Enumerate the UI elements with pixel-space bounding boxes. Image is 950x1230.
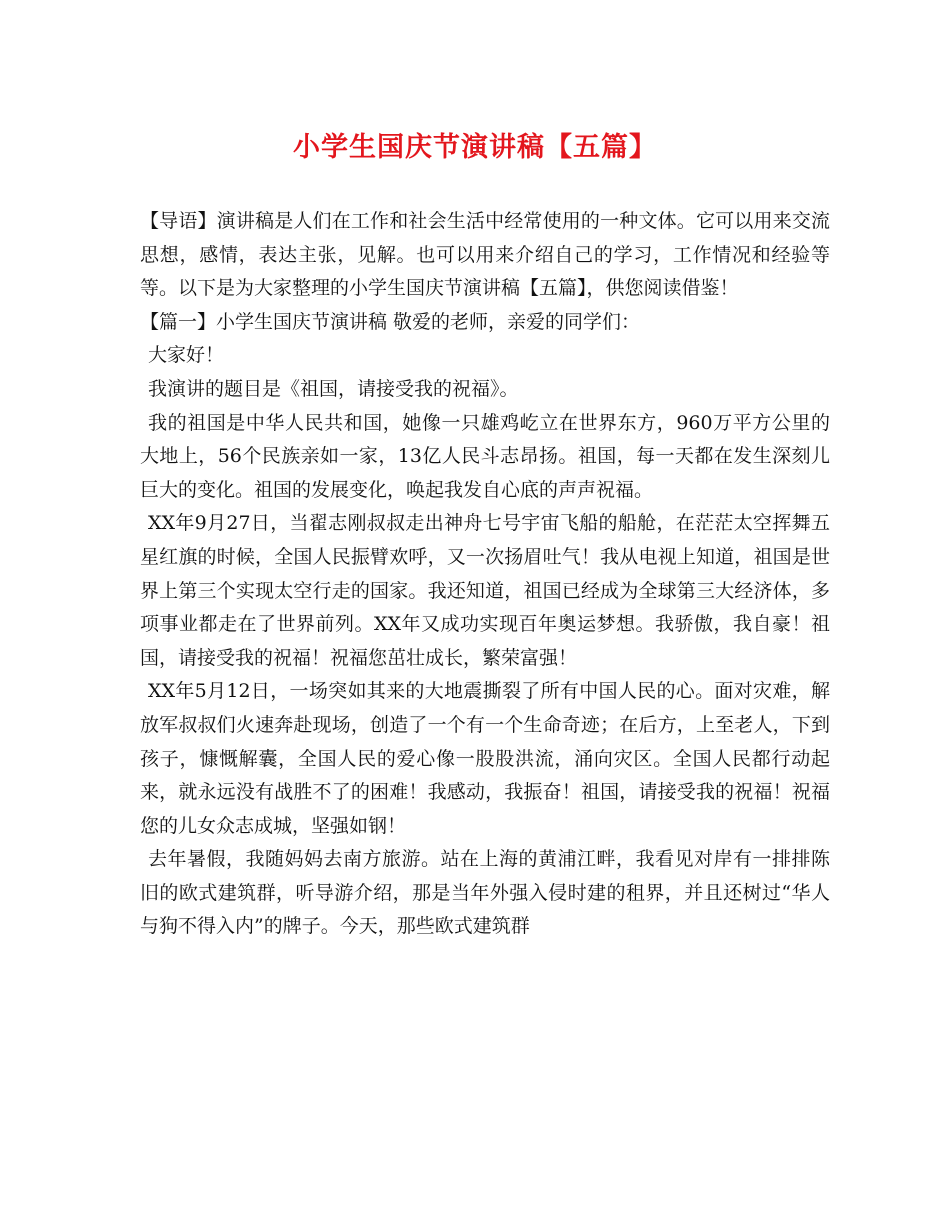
body-paragraph: 我的祖国是中华人民共和国，她像一只雄鸡屹立在世界东方，960万平方公里的大地上，56个民族亲如一家，13亿人民斗志昂扬。祖国，每一天都在发生深刻儿巨大的变化。祖国的发展变化，唤起我发自心底的声声祝福。 <box>140 411 830 501</box>
greeting-paragraph: 大家好！ <box>148 344 225 367</box>
document-body <box>140 205 830 944</box>
document-title: 小学生国庆节演讲稿【五篇】 <box>293 132 657 163</box>
body-paragraph: XX年5月12日，一场突如其来的大地震撕裂了所有中国人民的心。面对灾难，解放军叔叔们火速奔赴现场，创造了一个有一个生命奇迹；在后方，上至老人，下到孩子，慷慨解囊，全国人民的爱心像一股股洪流，涌向灾区。全国人民都行动起来，就永远没有战胜不了的困难！我感动，我振奋！祖国，请接受我的祝福！祝福您的儿女众志成城，坚强如钢！ <box>140 680 830 837</box>
body-paragraph: 去年暑假，我随妈妈去南方旅游。站在上海的黄浦江畔，我看见对岸有一排排陈旧的欧式建筑群，听导游介绍，那是当年外强入侵时建的租界，并且还树过“华人与狗不得入内”的牌子。今天，那些欧式建筑群 <box>140 848 830 938</box>
intro-paragraph: 【导语】演讲稿是人们在工作和社会生活中经常使用的一种文体。它可以用来交流思想，感情，表达主张，见解。也可以用来介绍自己的学习，工作情况和经验等等。以下是为大家整理的小学生国庆节演讲稿【五篇】，供您阅读借鉴！ <box>140 210 830 300</box>
section-heading-paragraph: 【篇一】小学生国庆节演讲稿 敬爱的老师，亲爱的同学们： <box>140 310 641 333</box>
speech-topic-paragraph: 我演讲的题目是《祖国，请接受我的祝福》。 <box>148 377 519 400</box>
body-paragraph: XX年9月27日，当翟志刚叔叔走出神舟七号宇宙飞船的船舱，在茫茫太空挥舞五星红旗的时候，全国人民振臂欢呼，又一次扬眉吐气！我从电视上知道，祖国是世界上第三个实现太空行走的国家。我还知道，祖国已经成为全球第三大经济体，多项事业都走在了世界前列。XX年又成功实现百年奥运梦想。我骄傲，我自豪！祖国，请接受我的祝福！祝福您茁壮成长，繁荣富强！ <box>140 512 830 669</box>
